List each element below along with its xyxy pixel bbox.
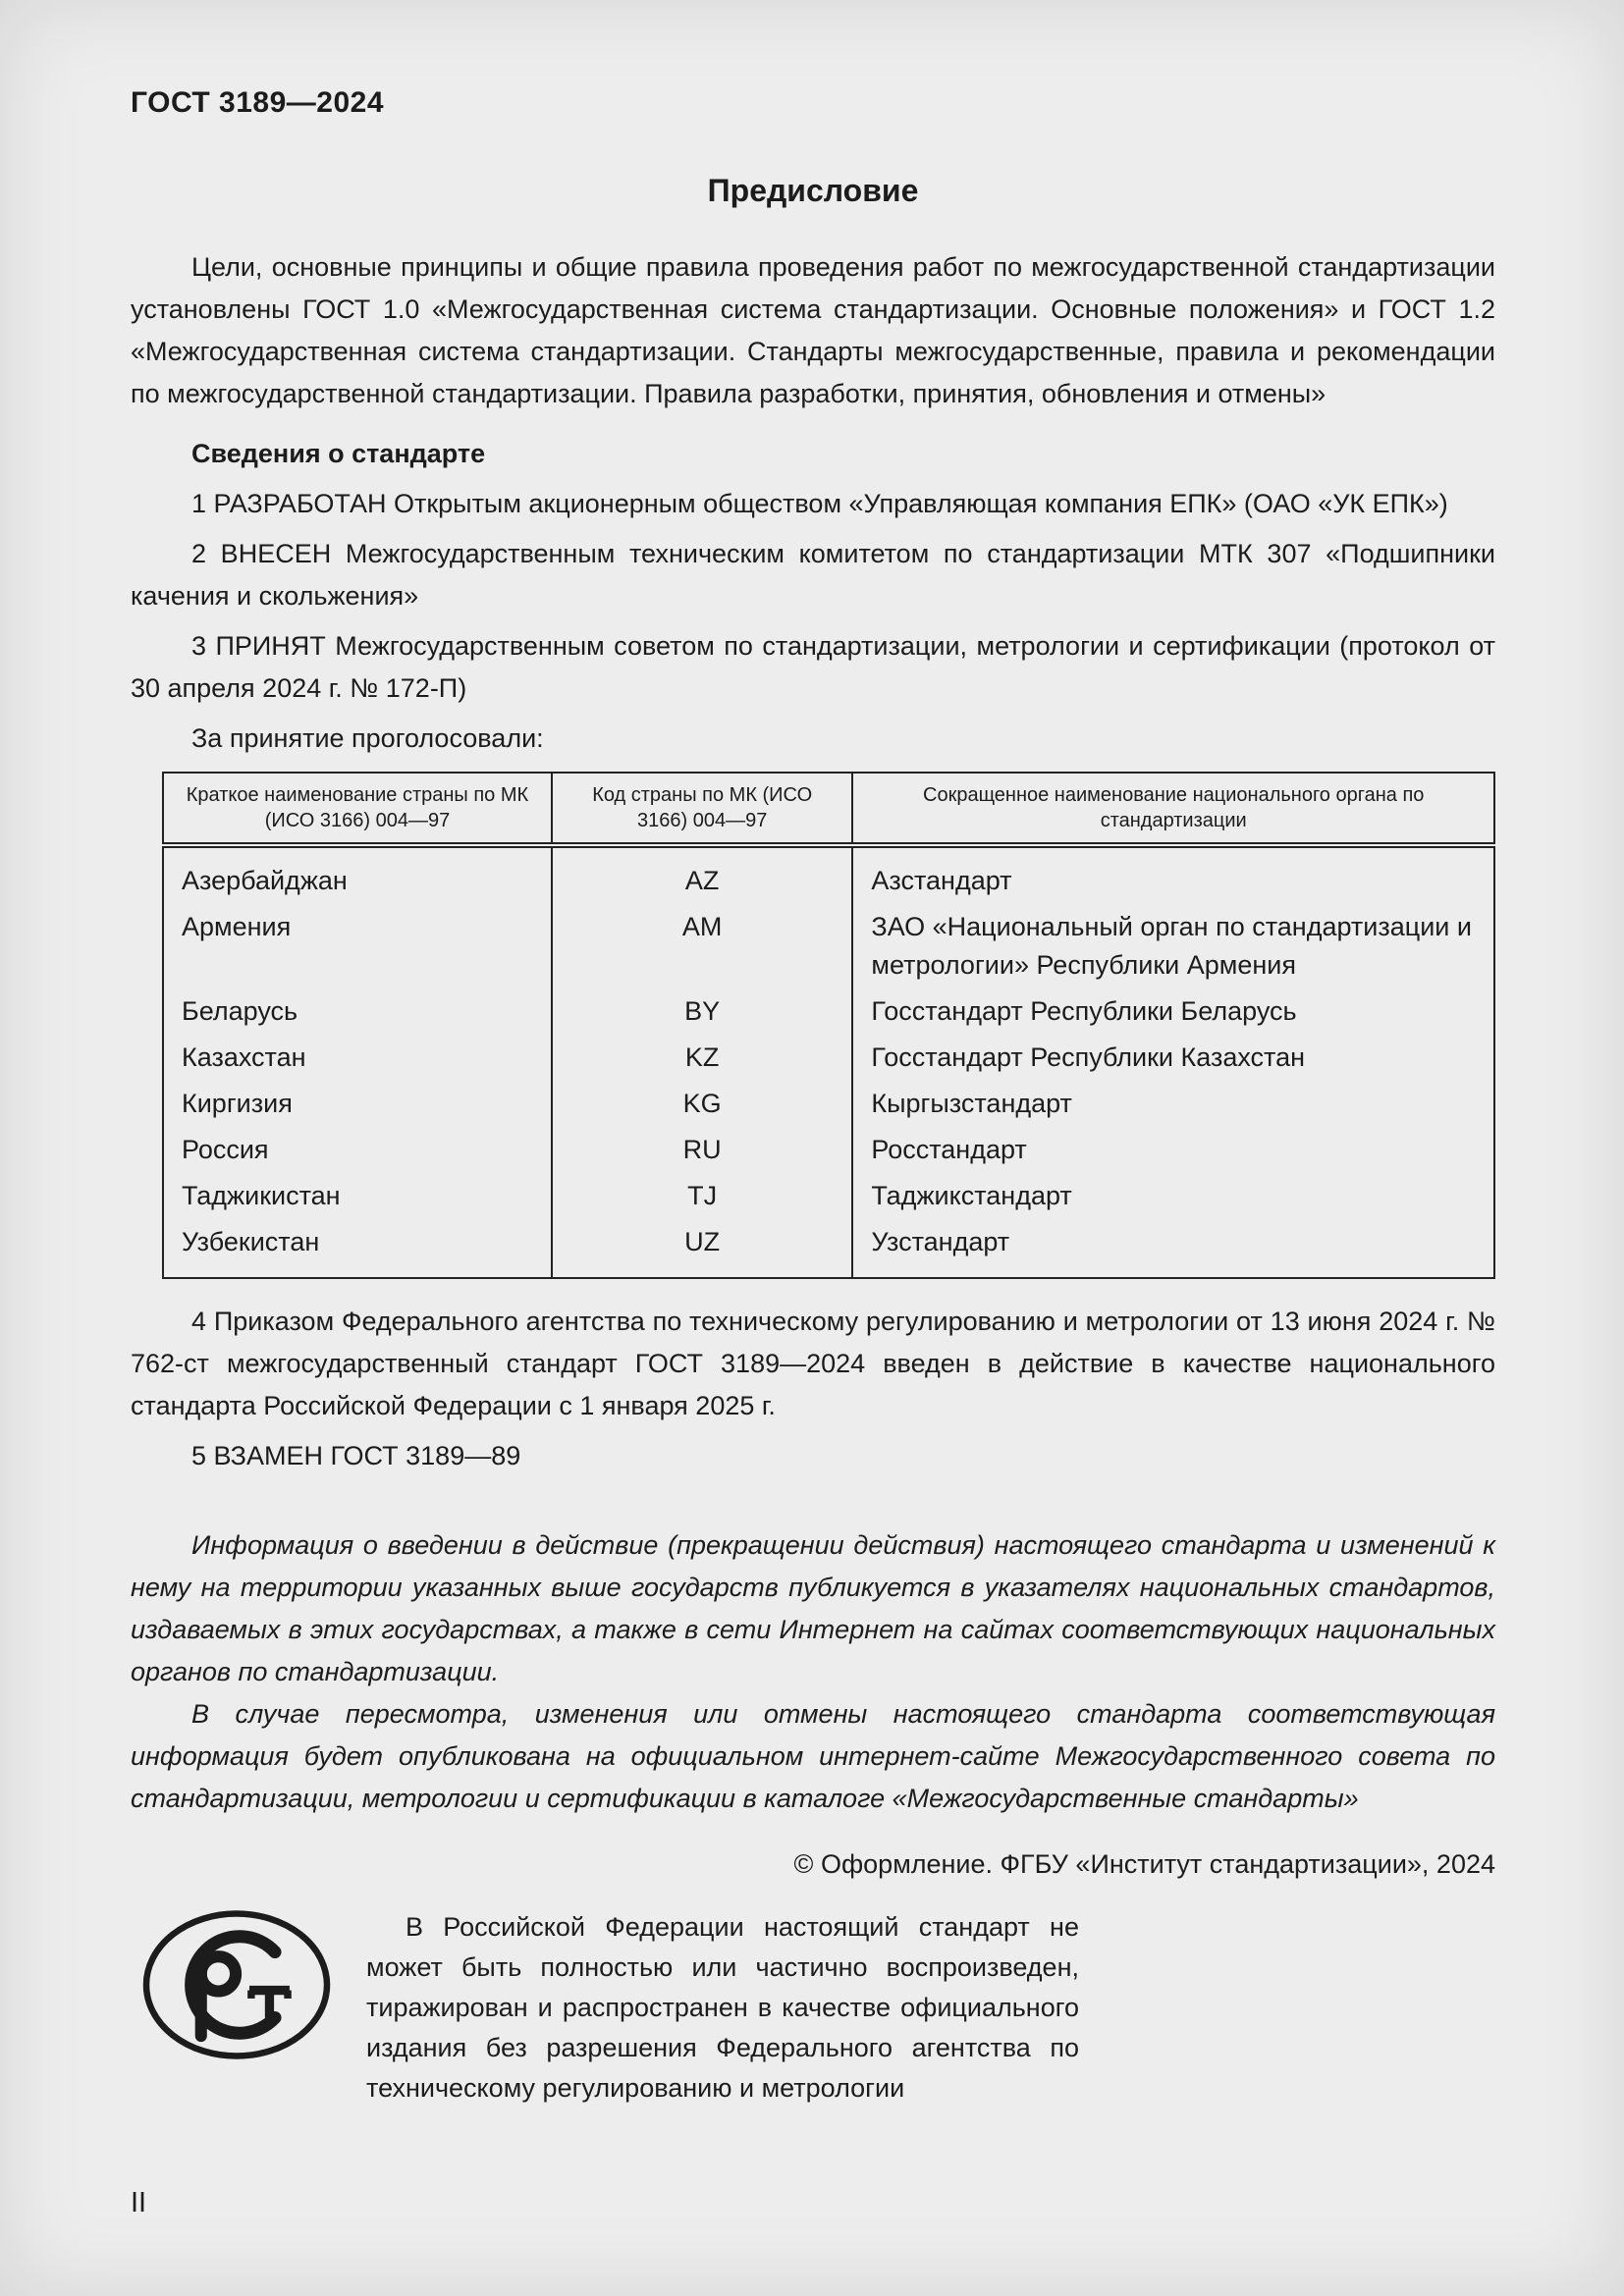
cell-country: Казахстан: [163, 1035, 552, 1081]
cell-country-code: AZ: [552, 845, 852, 904]
vote-table: [162, 772, 1495, 1279]
table-row: [163, 1219, 1494, 1278]
reproduction-restriction: В Российской Федерации настоящий стандарт не может быть полностью или частично воспроизведен, тиражирован и распространен в качестве официального издания без разрешения Федерального агентства по техническому регулированию и метрологии: [366, 1912, 1079, 2103]
cell-country: Киргизия: [163, 1081, 552, 1127]
header-national-body: Сокращенное наименование национального органа по стандартизации: [852, 773, 1494, 845]
cell-country: Узбекистан: [163, 1219, 552, 1278]
header-country-code: Код страны по МК (ИСО 3166) 004—97: [552, 773, 852, 845]
cell-national-body: ЗАО «Национальный орган по стандартизации и метрологии» Республики Армения: [852, 904, 1494, 988]
cell-national-body: Росстандарт: [852, 1127, 1494, 1173]
page-content: [131, 86, 1495, 2109]
vote-table-head: [163, 773, 1494, 845]
standard-info-heading: Сведения о стандарте: [191, 439, 486, 468]
cell-country: Таджикистан: [163, 1173, 552, 1219]
copyright-line: © Оформление. ФГБУ «Институт стандартизации», 2024: [793, 1849, 1495, 1879]
cell-national-body: Госстандарт Республики Казахстан: [852, 1035, 1494, 1081]
foreword-item-5: 5 ВЗАМЕН ГОСТ 3189—89: [191, 1441, 521, 1470]
foreword-item-2: 2 ВНЕСЕН Межгосударственным техническим комитетом по стандартизации МТК 307 «Подшипники качения и скольжения»: [131, 539, 1495, 611]
cell-national-body: Таджикстандарт: [852, 1173, 1494, 1219]
table-row: [163, 904, 1494, 988]
doc-code: ГОСТ 3189—2024: [131, 86, 385, 119]
table-row: [163, 845, 1494, 904]
foreword-item-3: 3 ПРИНЯТ Межгосударственным советом по стандартизации, метрологии и сертификации (протокол от 30 апреля 2024 г. № 172-П): [131, 631, 1495, 703]
cell-country: Азербайджан: [163, 845, 552, 904]
cell-country-code: BY: [552, 988, 852, 1035]
footer-block: [131, 1907, 1495, 2109]
availability-note-2: В случае пересмотра, изменения или отмены настоящего стандарта соответствующая информация будет опубликована на официальном интернет-сайте Межгосударственного совета по стандартизации, метрологии и сертификации в каталоге «Межгосударственные стандарты»: [131, 1699, 1495, 1813]
cell-national-body: Кыргызстандарт: [852, 1081, 1494, 1127]
cell-country: Беларусь: [163, 988, 552, 1035]
cell-country: Россия: [163, 1127, 552, 1173]
rst-certification-mark-icon: [140, 1907, 333, 2067]
availability-notes: [131, 1524, 1495, 1820]
cell-country-code: RU: [552, 1127, 852, 1173]
foreword-item-4: 4 Приказом Федерального агентства по техническому регулированию и метрологии от 13 июня 2024 г. № 762-ст межгосударственный стандарт ГОСТ 3189—2024 введен в действие в качестве национального стандарта Российской Федерации с 1 января 2025 г.: [131, 1307, 1495, 1420]
header-country-name: Краткое наименование страны по МК (ИСО 3166) 004—97: [163, 773, 552, 845]
page-number: II: [131, 2187, 147, 2218]
cell-national-body: Азстандарт: [852, 845, 1494, 904]
intro-paragraph: Цели, основные принципы и общие правила проведения работ по межгосударственной стандартизации установлены ГОСТ 1.0 «Межгосударственная система стандартизации. Основные положения» и ГОСТ 1.2 «Межгосударственная система стандартизации. Стандарты межгосударственные, правила и рекомендации по межгосударственной стандартизации. Правила разработки, принятия, обновления и отмены»: [131, 252, 1495, 408]
cell-country-code: KZ: [552, 1035, 852, 1081]
availability-note-1: Информация о введении в действие (прекращении действия) настоящего стандарта и изменений к нему на территории указанных выше государств публикуется в указателях национальных стандартов, издаваемых в этих государствах, а также в сети Интернет на сайтах соответствующих национальных органов по стандартизации.: [131, 1530, 1495, 1686]
table-row: [163, 988, 1494, 1035]
table-row: [163, 1173, 1494, 1219]
cell-country-code: UZ: [552, 1219, 852, 1278]
cell-country-code: KG: [552, 1081, 852, 1127]
cell-country-code: AM: [552, 904, 852, 988]
table-row: [163, 1035, 1494, 1081]
table-row: [163, 1127, 1494, 1173]
table-row: [163, 1081, 1494, 1127]
foreword-item-1: 1 РАЗРАБОТАН Открытым акционерным обществом «Управляющая компания ЕПК» (ОАО «УК ЕПК»): [191, 489, 1448, 518]
cell-country-code: TJ: [552, 1173, 852, 1219]
vote-table-body: [163, 845, 1494, 1278]
page-title: Предисловие: [707, 173, 919, 208]
vote-table-header-row: [163, 773, 1494, 845]
cell-national-body: Госстандарт Республики Беларусь: [852, 988, 1494, 1035]
cell-country: Армения: [163, 904, 552, 988]
cell-national-body: Узстандарт: [852, 1219, 1494, 1278]
vote-intro-line: За принятие проголосовали:: [191, 723, 544, 753]
